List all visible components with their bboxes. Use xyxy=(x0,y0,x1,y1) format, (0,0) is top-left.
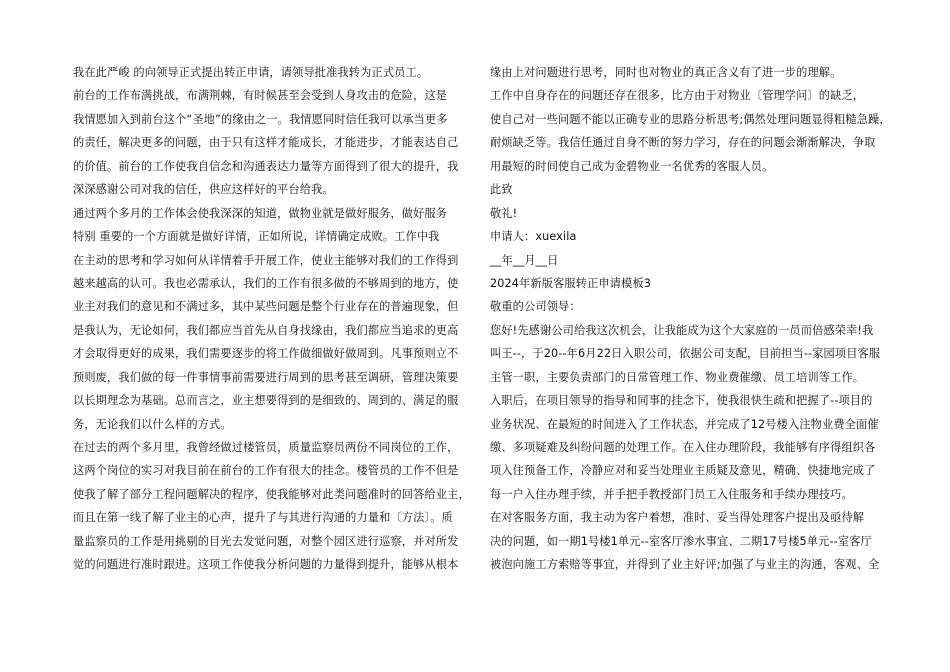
text-line: 预则废，我们做的每一件事情事前需要进行周到的思考甚至调研，管理决策要 xyxy=(73,370,459,384)
text-line: 特别 重要的一个方面就是做好详情，正如所说，详情确定成败。工作中我 xyxy=(73,230,440,244)
text-line: 是我认为，无论如何，我们都应当首先从自身找缘由，我们都应当追求的更高 xyxy=(73,323,459,337)
text-line: 的价值。前台的工作使我自信念和沟通表达力量等方面得到了很大的提升，我 xyxy=(73,159,459,173)
text-line: 前台的工作布满挑战，布满荆棘，有时候甚至会受到人身攻击的危险，这是 xyxy=(73,89,448,103)
text-line: 缘由上对问题进行思考，同时也对物业的真正含义有了进一步的理解。 xyxy=(490,66,842,79)
text-line: 项入住预备工作，冷静应对和妥当处理业主质疑及意见，精确、快捷地完成了 xyxy=(490,464,876,478)
closing-line: 此致 xyxy=(490,183,513,197)
text-line: 工作中自身存在的问题还存在很多，比方由于对物业〔管理学问〕的缺乏， xyxy=(490,89,865,103)
text-line: 量监察员的工作是用挑剔的目光去发觉问题，对整个园区进行巡察，并对所发 xyxy=(73,534,459,548)
text-line: 决的问题，如一期1号楼1单元--室客厅渗水事宜、二期17号楼5单元--室客厅 xyxy=(490,534,872,548)
date-line: __年__月__日 xyxy=(490,253,559,267)
text-line: 您好!先感谢公司给我这次机会，让我能成为这个大家庭的一员而倍感荣幸!我 xyxy=(490,323,874,337)
text-line: 才会取得更好的成果，我们需要逐步的将工作做细做好做周到。凡事预则立不 xyxy=(73,347,459,361)
salutation-line: 敬礼! xyxy=(490,206,518,220)
text-line: 入职后，在项目领导的指导和同事的挂念下，使我很快生疏和把握了--项目的 xyxy=(490,394,873,408)
text-line: 的责任，解决更多的问题，由于只有这样才能成长，才能进步，才能表达自己 xyxy=(73,136,459,150)
template-heading: 2024年新版客服转正申请模板3 xyxy=(490,276,652,290)
text-line: 以长期理念为基础。总而言之，业主想要得到的是细致的、周到的、满足的服 xyxy=(73,394,459,408)
text-line: 被泡向施工方索赔等事宜，并得到了业主好评;加强了与业主的沟通，客观、全 xyxy=(490,558,880,572)
text-line: 在对客服务方面，我主动为客户着想，准时、妥当得处理客户提出及亟待解 xyxy=(490,511,865,525)
text-line: 我情愿加入到前台这个“圣地”的缘由之一。我情愿同时信任我可以承当更多 xyxy=(73,112,448,126)
applicant-line: 申请人：xuexila xyxy=(490,230,577,244)
text-line: 在过去的两个多月里，我曾经做过楼管员，质量监察员两份不同岗位的工作， xyxy=(73,441,459,454)
text-line: 业主对我们的意见和不满过多，其中某些问题是整个行业存在的普遍现象，但 xyxy=(73,300,459,314)
greeting-line: 敬重的公司领导： xyxy=(490,300,581,314)
text-line: 耐烦缺乏等。我信任通过自身不断的努力学习，存在的问题会渐渐解决，争取 xyxy=(490,136,876,150)
text-line: 每一户入住办理手续，并手把手教授部门员工入住服务和手续办理技巧。 xyxy=(490,487,853,501)
text-line: 务，无论我们以什么样的方式。 xyxy=(73,417,232,431)
text-line: 业务状况、在最短的时间进入了工作状态，并完成了12号楼入注物业费全面催 xyxy=(490,417,879,431)
text-line: 觉的问题进行准时跟进。这项工作使我分析问题的力量得到提升，能够从根本 xyxy=(73,558,459,572)
text-line: 深深感谢公司对我的信任，供应这样好的平台给我。 xyxy=(73,183,334,197)
text-line: 在主动的思考和学习如何从详情着手开展工作，使业主能够对我们的工作得到 xyxy=(73,253,459,267)
text-line: 缴、多项疑难及纠纷问题的处理工作。在入住办理阶段，我能够有序得组织各 xyxy=(490,441,876,454)
text-line: 越来越高的认可。我也必需承认，我们的工作有很多做的不够周到的地方，使 xyxy=(73,276,459,290)
text-line: 而且在第一线了解了业主的心声，提升了与其进行沟通的力量和〔方法〕。质 xyxy=(73,511,453,525)
text-line: 主管一职，主要负责部门的日常管理工作、物业费催缴、员工培训等工作。 xyxy=(490,370,865,384)
left-text-column xyxy=(73,61,470,577)
text-line: 使我了解了部分工程问题解决的程序，使我能够对此类问题准时的回答给业主， xyxy=(73,487,470,501)
text-line: 这两个岗位的实习对我目前在前台的工作有很大的挂念。楼管员的工作不但是 xyxy=(73,464,459,478)
text-line: 我在此严峻 的向领导正式提出转正申请，请领导批准我转为正式员工。 xyxy=(73,66,429,79)
text-line: 使自己对一些问题不能以正确专业的思路分析思考;偶然处理问题显得粗糙急躁， xyxy=(490,112,891,126)
text-line: 叫王--，于20--年6月22日入职公司，依据公司支配，目前担当--家园项目客服 xyxy=(490,347,881,361)
text-line: 用最短的时间使自己成为金碧物业一名优秀的客服人员。 xyxy=(490,159,774,173)
text-line: 通过两个多月的工作体会使我深深的知道，做物业就是做好服务，做好服务 xyxy=(73,206,448,220)
right-text-column xyxy=(490,61,891,577)
